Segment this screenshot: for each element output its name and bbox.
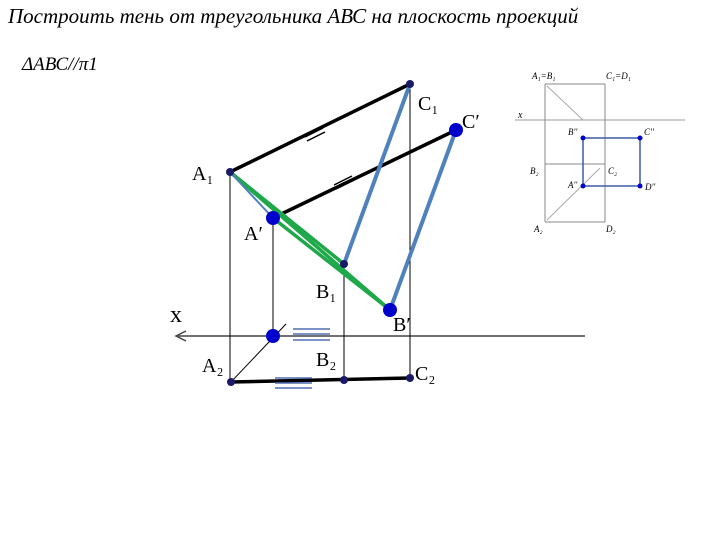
label-c2: C₂ bbox=[415, 363, 436, 385]
point-b2 bbox=[340, 376, 348, 384]
segment-a2-c2 bbox=[231, 378, 410, 382]
point-a-shadow bbox=[266, 211, 280, 225]
label-a-shadow: A′ bbox=[244, 223, 263, 245]
inset-diagonal-top bbox=[547, 86, 583, 120]
inset-point-a bbox=[581, 184, 586, 189]
label-a1: A₁ bbox=[192, 163, 214, 185]
label-b2: B₂ bbox=[316, 349, 337, 371]
inset-diagonal-bottom bbox=[547, 168, 600, 220]
segment-a1-a-shadow-blue bbox=[230, 172, 273, 218]
inset-point-d bbox=[638, 184, 643, 189]
inset-label-x: x bbox=[518, 110, 523, 121]
label-c1: C₁ bbox=[418, 93, 439, 115]
inset-label-b2: B₂ bbox=[530, 166, 539, 176]
inset-label-c2: C₂ bbox=[608, 166, 618, 176]
label-a2: A₂ bbox=[202, 355, 224, 377]
label-c-shadow: C′ bbox=[462, 111, 480, 133]
label-b-shadow: B′ bbox=[393, 314, 411, 336]
point-c2 bbox=[406, 374, 414, 382]
point-b1 bbox=[340, 260, 348, 268]
point-a2 bbox=[227, 378, 235, 386]
inset-shadow-square bbox=[583, 138, 640, 186]
inset-label-c1d1: C₁=D₁ bbox=[606, 71, 631, 81]
inset-label-c-shadow: C'' bbox=[644, 127, 654, 137]
point-a-shadow-on-axis bbox=[266, 329, 280, 343]
inset-label-d-shadow: D'' bbox=[645, 182, 656, 192]
label-b1: B₁ bbox=[316, 281, 337, 303]
label-x-axis: x bbox=[170, 302, 182, 328]
page-title: Построить тень от треугольника АВС на плоскость проекций bbox=[8, 4, 579, 28]
point-c1 bbox=[406, 80, 414, 88]
inset-label-d2: D₂ bbox=[606, 224, 616, 234]
inset-label-b-shadow: B'' bbox=[568, 127, 578, 137]
inset-label-a1b1: A₁=B₁ bbox=[532, 71, 556, 81]
point-a1 bbox=[226, 168, 234, 176]
point-c-shadow bbox=[449, 123, 463, 137]
inset-label-a-shadow: A'' bbox=[568, 180, 578, 190]
inset-diagram bbox=[515, 71, 685, 234]
parallel-mark-x-axis bbox=[293, 329, 330, 340]
triangle-parallel-condition: ΔАВС//π1 bbox=[22, 54, 98, 75]
inset-label-a2: A₂ bbox=[534, 224, 543, 234]
inset-point-c bbox=[638, 136, 643, 141]
inset-point-b bbox=[581, 136, 586, 141]
